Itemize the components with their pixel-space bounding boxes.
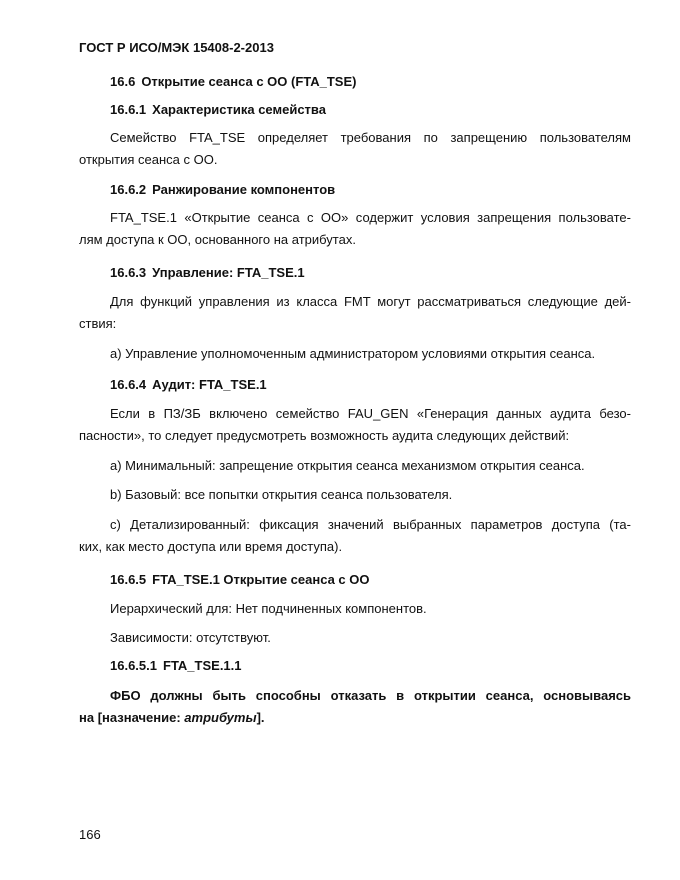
section-title: Управление: FTA_TSE.1 <box>152 265 305 280</box>
list-item: с) Детализированный: фиксация значений выбранных параметров доступа (та- <box>110 517 631 532</box>
paragraph-line: FTA_TSE.1 «Открытие сеанса с ОО» содержит условия запрещения пользовате- <box>110 210 631 225</box>
assignment-placeholder: атрибуты <box>184 710 257 725</box>
section-number: 16.6.5 <box>110 572 147 587</box>
paragraph-line: Если в ПЗ/ЗБ включено семейство FAU_GEN «Генерация данных аудита безо- <box>110 406 631 421</box>
list-item: b) Базовый: все попытки открытия сеанса пользователя. <box>110 487 453 502</box>
section-number: 16.6.2 <box>110 182 147 197</box>
section-heading-16-6 <box>110 74 356 89</box>
section-heading-16-6-1 <box>110 102 326 117</box>
section-number: 16.6.1 <box>110 102 147 117</box>
paragraph-line: Для функций управления из класса FMT могут рассматриваться следующие дей- <box>110 294 631 309</box>
requirement-line: ФБО должны быть способны отказать в открытии сеанса, основываясь <box>110 688 631 703</box>
requirement-text: на [назначение: <box>79 710 185 725</box>
list-item: а) Управление уполномоченным администратором условиями открытия сеанса. <box>110 346 596 361</box>
paragraph-line: Семейство FTA_TSE определяет требования по запрещению пользователям <box>110 130 631 145</box>
section-number: 16.6.3 <box>110 265 147 280</box>
section-heading-16-6-2 <box>110 182 335 197</box>
section-title: Аудит: FTA_TSE.1 <box>152 377 267 392</box>
section-heading-16-6-4 <box>110 377 267 392</box>
paragraph-line: открытия сеанса с ОО. <box>79 152 218 167</box>
requirement-line <box>79 710 265 725</box>
paragraph-line: ствия: <box>79 316 117 331</box>
section-heading-16-6-5 <box>110 572 370 587</box>
section-number: 16.6.4 <box>110 377 147 392</box>
section-number: 16.6.5.1 <box>110 658 157 673</box>
paragraph-line: пасности», то следует предусмотреть возможность аудита следующих действий: <box>79 428 570 443</box>
section-title: FTA_TSE.1 Открытие сеанса с ОО <box>152 572 370 587</box>
section-number: 16.6 <box>110 74 136 89</box>
section-title: Ранжирование компонентов <box>152 182 336 197</box>
paragraph-line: лям доступа к ОО, основанного на атрибутах. <box>79 232 356 247</box>
paragraph-line: Зависимости: отсутствуют. <box>110 630 271 645</box>
page-number: 166 <box>79 827 101 842</box>
document-header: ГОСТ Р ИСО/МЭК 15408-2-2013 <box>79 40 274 55</box>
section-title: FTA_TSE.1.1 <box>163 658 242 673</box>
section-heading-16-6-5-1 <box>110 658 242 673</box>
list-item: а) Минимальный: запрещение открытия сеанса механизмом открытия сеанса. <box>110 458 585 473</box>
requirement-text: ]. <box>256 710 265 725</box>
section-title: Характеристика семейства <box>152 102 326 117</box>
paragraph-line: Иерархический для: Нет подчиненных компонентов. <box>110 601 427 616</box>
paragraph-line: ких, как место доступа или время доступа). <box>79 539 343 554</box>
section-heading-16-6-3 <box>110 265 305 280</box>
section-title: Открытие сеанса с ОО (FTA_TSE) <box>141 74 357 89</box>
